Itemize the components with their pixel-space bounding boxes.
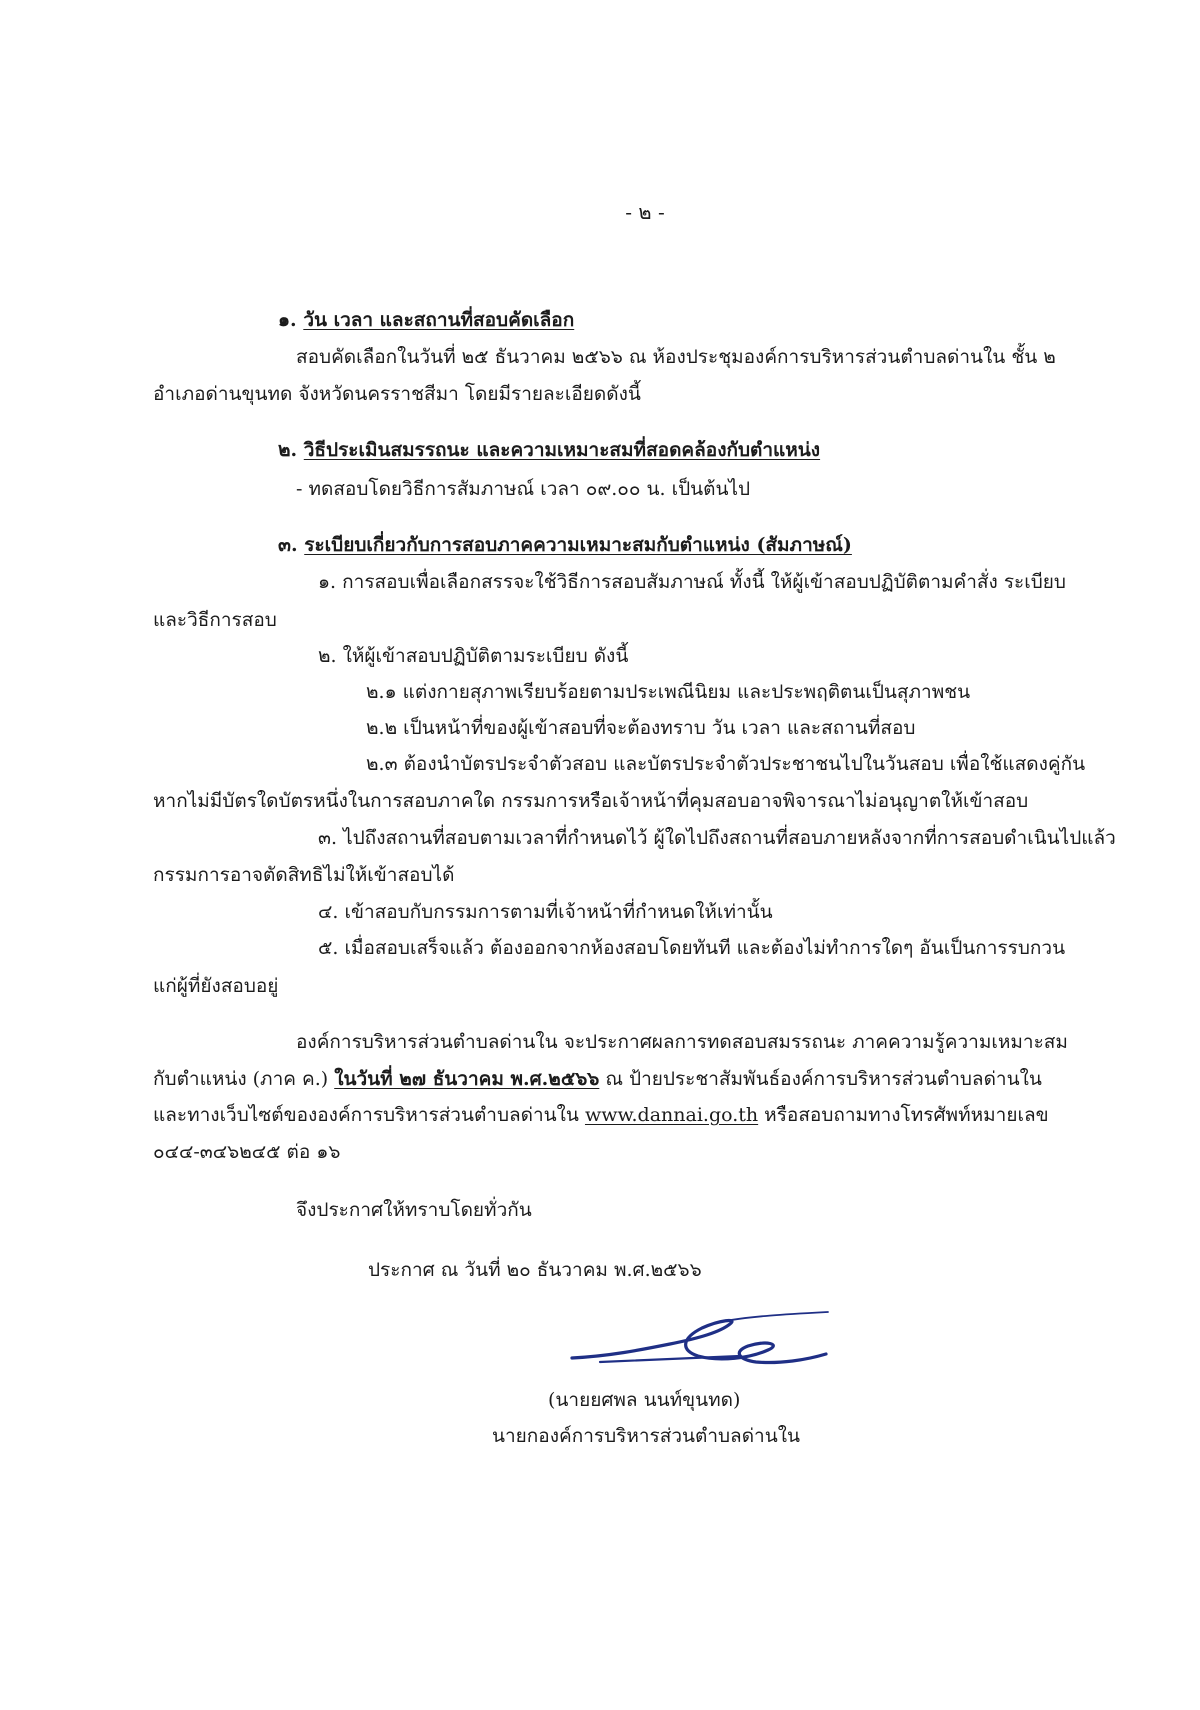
rule5-line2: แก่ผู้ที่ยังสอบอยู่: [153, 975, 279, 997]
closing-text: จึงประกาศให้ทราบโดยทั่วกัน: [296, 1199, 532, 1221]
rule5-line1: ๕. เมื่อสอบเสร็จแล้ว ต้องออกจากห้องสอบโดยทันที และต้องไม่ทำการใดๆ อันเป็นการรบกวน: [318, 937, 1066, 959]
section1-number: ๑.: [278, 309, 297, 331]
announcement-line3-pre: และทางเว็บไซต์ขององค์การบริหารส่วนตำบลด่านใน: [153, 1104, 585, 1126]
announcement-line2-pre: กับตำแหน่ง (ภาค ค.): [153, 1068, 335, 1090]
section1-heading-row: [278, 308, 574, 332]
announcement-line2-post: ณ ป้ายประชาสัมพันธ์องค์การบริหารส่วนตำบลด่านใน: [599, 1068, 1042, 1090]
rule2-3-line2: หากไม่มีบัตรใดบัตรหนึ่งในการสอบภาคใด กรรมการหรือเจ้าหน้าที่คุมสอบอาจพิจารณาไม่อนุญาตให้เข้าสอบ: [153, 790, 1029, 812]
announcement-line3-post: หรือสอบถามทางโทรศัพท์หมายเลข: [758, 1104, 1049, 1126]
section1-line1: สอบคัดเลือกในวันที่ ๒๕ ธันวาคม ๒๕๖๖ ณ ห้องประชุมองค์การบริหารส่วนตำบลด่านใน ชั้น ๒: [296, 346, 1056, 368]
rule4: ๔. เข้าสอบกับกรรมการตามที่เจ้าหน้าที่กำหนดให้เท่านั้น: [318, 901, 773, 923]
section3-heading-row: [278, 533, 852, 557]
section2-number: ๒.: [278, 439, 298, 461]
section2-heading-row: [278, 438, 820, 462]
section1-line2: อำเภอด่านขุนทด จังหวัดนครราชสีมา โดยมีรายละเอียดดังนี้: [153, 383, 641, 405]
page-number: - ๒ -: [625, 200, 665, 224]
result-date: ในวันที่ ๒๗ ธันวาคม พ.ศ.๒๕๖๖: [334, 1068, 600, 1090]
rule2-3-line1: ๒.๓ ต้องนำบัตรประจำตัวสอบ และบัตรประจำตัวประชาชนไปในวันสอบ เพื่อใช้แสดงคู่กัน: [366, 753, 1086, 775]
rule3-line1: ๓. ไปถึงสถานที่สอบตามเวลาที่กำหนดไว้ ผู้ใดไปถึงสถานที่สอบภายหลังจากที่การสอบดำเนินไปแล้ว: [318, 827, 1116, 849]
rule2: ๒. ให้ผู้เข้าสอบปฏิบัติตามระเบียบ ดังนี้: [318, 645, 629, 667]
rule3-line2: กรรมการอาจตัดสิทธิไม่ให้เข้าสอบได้: [153, 864, 455, 886]
signature-image: [570, 1310, 830, 1380]
phone-number: ๐๔๔-๓๔๖๒๔๕ ต่อ ๑๖: [153, 1141, 341, 1163]
signatory-name: (นายยศพล นนท์ขุนทด): [548, 1389, 741, 1411]
rule2-2: ๒.๒ เป็นหน้าที่ของผู้เข้าสอบที่จะต้องทราบ วัน เวลา และสถานที่สอบ: [366, 717, 916, 739]
section3-heading: ระเบียบเกี่ยวกับการสอบภาคความเหมาะสมกับตำแหน่ง (สัมภาษณ์): [304, 534, 852, 556]
section1-heading: วัน เวลา และสถานที่สอบคัดเลือก: [303, 309, 575, 331]
section2-heading: วิธีประเมินสมรรถนะ และความเหมาะสมที่สอดคล้องกับตำแหน่ง: [303, 439, 821, 461]
announcement-line3: [153, 1103, 1049, 1127]
announcement-line2: [153, 1067, 1042, 1091]
rule1-line1: ๑. การสอบเพื่อเลือกสรรจะใช้วิธีการสอบสัมภาษณ์ ทั้งนี้ ให้ผู้เข้าสอบปฏิบัติตามคำสั่ง ระเบียบ: [318, 571, 1066, 593]
signatory-title: นายกองค์การบริหารส่วนตำบลด่านใน: [492, 1425, 800, 1447]
rule2-1: ๒.๑ แต่งกายสุภาพเรียบร้อยตามประเพณีนิยม และประพฤติตนเป็นสุภาพชน: [366, 681, 971, 703]
section3-number: ๓.: [278, 534, 298, 556]
rule1-line2: และวิธีการสอบ: [153, 609, 277, 631]
announcement-line1: องค์การบริหารส่วนตำบลด่านใน จะประกาศผลการทดสอบสมรรถนะ ภาคความรู้ความเหมาะสม: [296, 1031, 1068, 1053]
section2-line1: - ทดสอบโดยวิธีการสัมภาษณ์ เวลา ๐๙.๐๐ น. เป็นต้นไป: [296, 478, 751, 500]
website-link[interactable]: www.dannai.go.th: [584, 1104, 759, 1126]
announce-date: ประกาศ ณ วันที่ ๒๐ ธันวาคม พ.ศ.๒๕๖๖: [368, 1259, 702, 1281]
